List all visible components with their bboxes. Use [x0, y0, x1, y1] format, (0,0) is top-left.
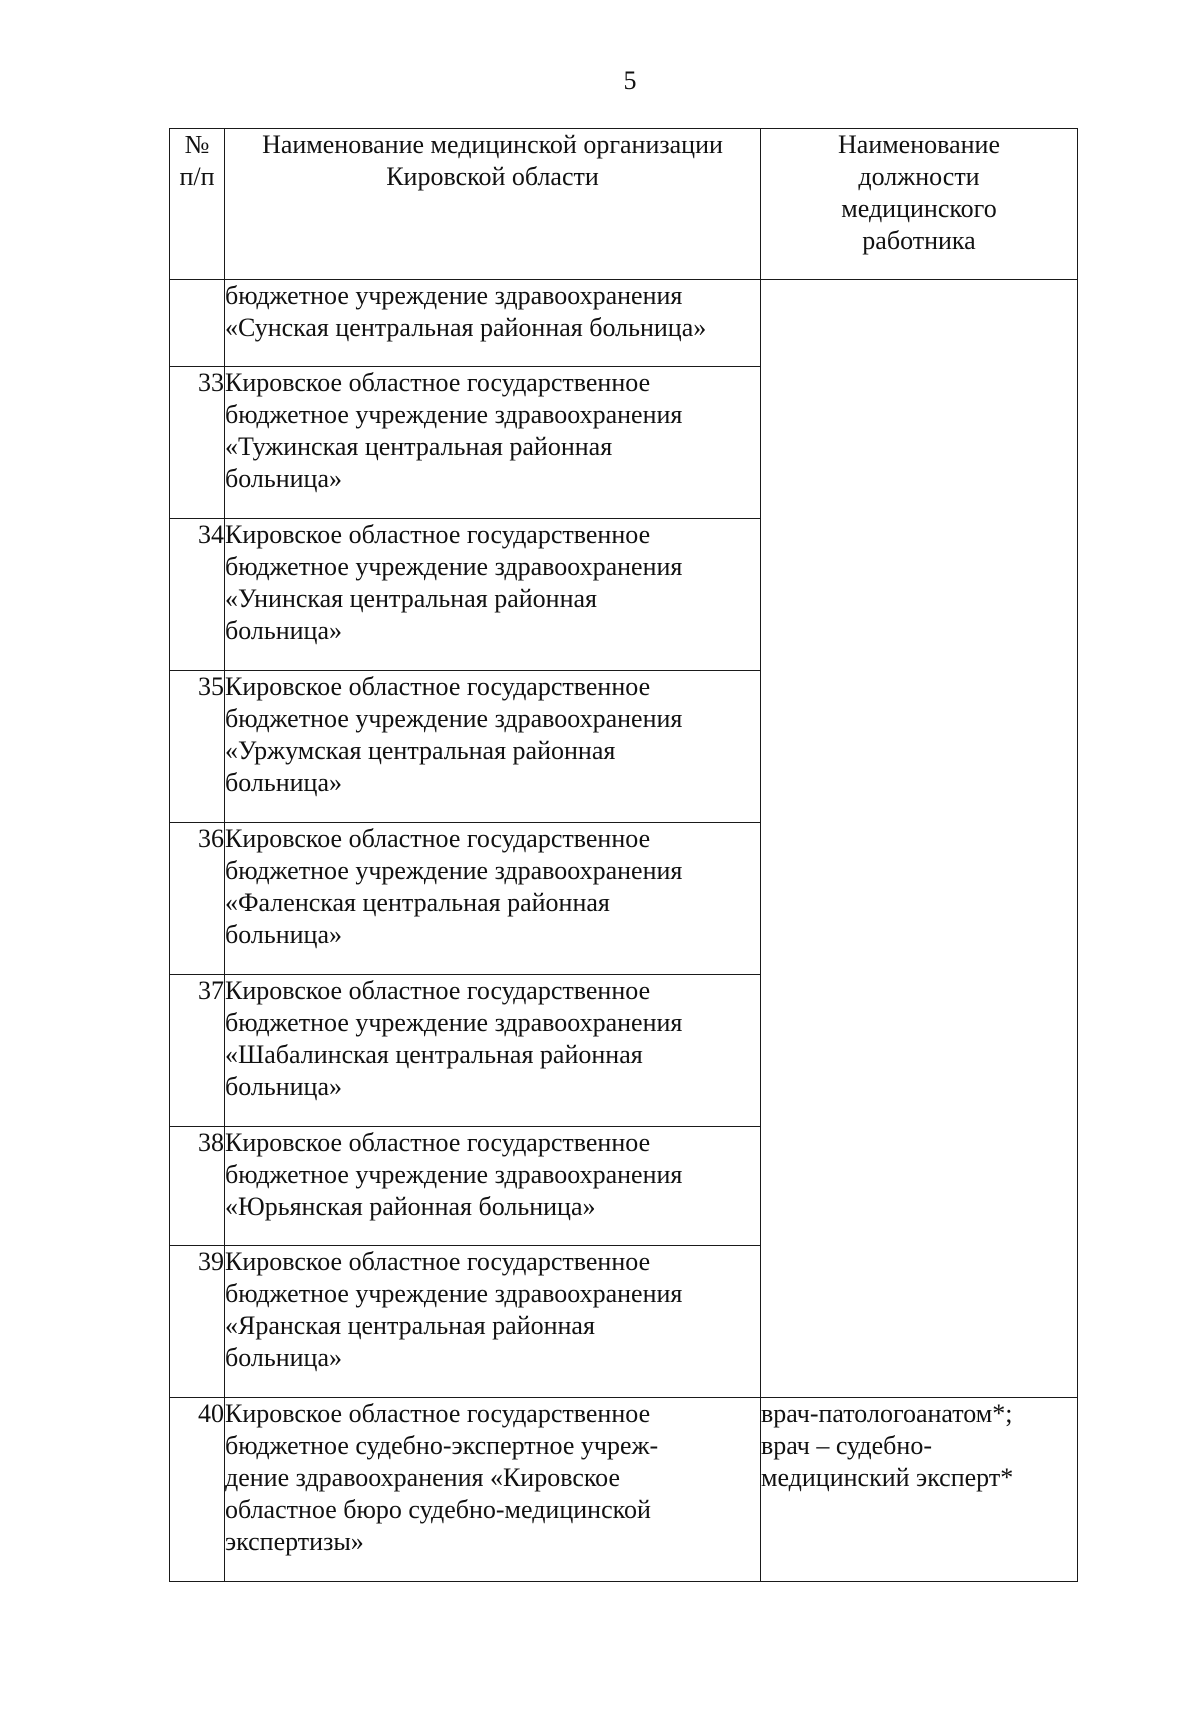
- header-line: №: [184, 130, 210, 159]
- org-line: экспертизы»: [225, 1527, 364, 1556]
- org-line: бюджетное судебно-экспертное учреж-: [225, 1431, 659, 1460]
- header-line: работника: [862, 226, 976, 255]
- header-line: Наименование: [838, 130, 1000, 159]
- org-line: Кировское областное государственное: [225, 976, 651, 1005]
- org-line: «Сунская центральная районная больница»: [225, 313, 707, 342]
- org-line: «Уржумская центральная районная: [225, 736, 616, 765]
- organization-name: [225, 280, 761, 367]
- org-line: «Шабалинская центральная районная: [225, 1040, 643, 1069]
- header-line: Кировской области: [386, 162, 599, 191]
- header-number: [170, 129, 225, 280]
- medical-organizations-table: [169, 128, 1078, 1582]
- organization-name: [225, 1127, 761, 1246]
- org-line: бюджетное учреждение здравоохранения: [225, 704, 683, 733]
- org-line: Кировское областное государственное: [225, 824, 651, 853]
- table-row-continuation: [170, 280, 1078, 367]
- row-number: 33: [170, 367, 225, 519]
- org-line: «Унинская центральная районная: [225, 584, 597, 613]
- org-line: бюджетное учреждение здравоохранения: [225, 1279, 683, 1308]
- organization-name: [225, 367, 761, 519]
- org-line: больница»: [225, 1072, 342, 1101]
- org-line: областное бюро судебно-медицинской: [225, 1495, 651, 1524]
- row-number: 39: [170, 1246, 225, 1398]
- page-number: 5: [623, 66, 637, 95]
- org-line: Кировское областное государственное: [225, 368, 651, 397]
- org-line: «Яранская центральная районная: [225, 1311, 595, 1340]
- position-names: [761, 1398, 1078, 1582]
- organization-name: [225, 1246, 761, 1398]
- org-line: больница»: [225, 464, 342, 493]
- organization-name: [225, 823, 761, 975]
- org-line: Кировское областное государственное: [225, 1247, 651, 1276]
- org-line: Кировское областное государственное: [225, 1399, 651, 1428]
- org-line: бюджетное учреждение здравоохранения: [225, 281, 683, 310]
- org-line: больница»: [225, 920, 342, 949]
- row-number: 38: [170, 1127, 225, 1246]
- org-line: больница»: [225, 768, 342, 797]
- position-line: медицинский эксперт*: [761, 1463, 1014, 1492]
- header-line: должности: [858, 162, 980, 191]
- org-line: бюджетное учреждение здравоохранения: [225, 1160, 683, 1189]
- header-line: п/п: [179, 162, 215, 191]
- position-line: врач – судебно-: [761, 1431, 932, 1460]
- organization-name: [225, 519, 761, 671]
- org-line: Кировское областное государственное: [225, 672, 651, 701]
- row-number: 37: [170, 975, 225, 1127]
- position-cell-merged: [761, 280, 1078, 1398]
- header-line: Наименование медицинской организации: [262, 130, 723, 159]
- org-line: бюджетное учреждение здравоохранения: [225, 856, 683, 885]
- organization-name: [225, 671, 761, 823]
- org-line: бюджетное учреждение здравоохранения: [225, 552, 683, 581]
- org-line: Кировское областное государственное: [225, 1128, 651, 1157]
- row-number: [170, 280, 225, 367]
- row-number: 40: [170, 1398, 225, 1582]
- table-row-last: [170, 1398, 1078, 1582]
- org-line: больница»: [225, 616, 342, 645]
- org-line: «Юрьянская районная больница»: [225, 1192, 596, 1221]
- position-line: врач-патологоанатом*;: [761, 1399, 1013, 1428]
- org-line: бюджетное учреждение здравоохранения: [225, 1008, 683, 1037]
- org-line: «Фаленская центральная районная: [225, 888, 610, 917]
- org-line: бюджетное учреждение здравоохранения: [225, 400, 683, 429]
- organization-name: [225, 1398, 761, 1582]
- row-number: 34: [170, 519, 225, 671]
- org-line: «Тужинская центральная районная: [225, 432, 613, 461]
- header-line: медицинского: [841, 194, 997, 223]
- org-line: дение здравоохранения «Кировское: [225, 1463, 621, 1492]
- row-number: 35: [170, 671, 225, 823]
- org-line: больница»: [225, 1343, 342, 1372]
- org-line: Кировское областное государственное: [225, 520, 651, 549]
- header-organization: [225, 129, 761, 280]
- header-position: [761, 129, 1078, 280]
- row-number: 36: [170, 823, 225, 975]
- organization-name: [225, 975, 761, 1127]
- table-header-row: [170, 129, 1078, 280]
